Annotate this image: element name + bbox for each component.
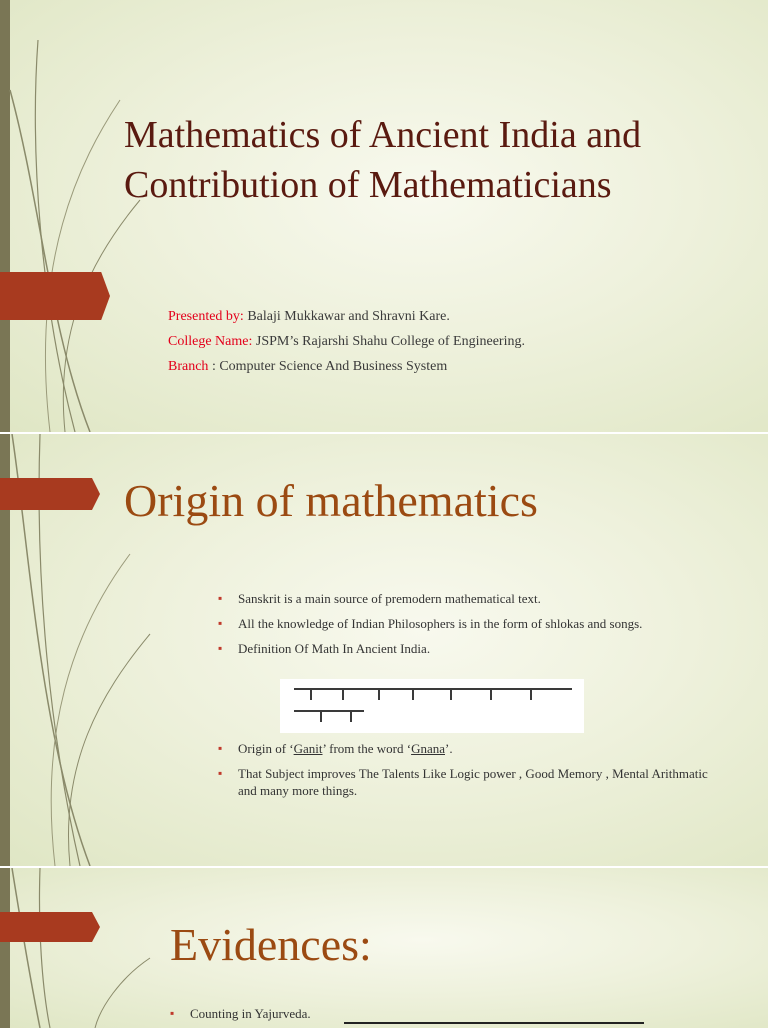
bullet-item: ▪ Origin of ‘Ganit’ from the word ‘Gnana’. bbox=[218, 741, 453, 756]
bullet-list-top bbox=[218, 590, 718, 665]
bullet-marker: ▪ bbox=[218, 591, 223, 605]
bullet-item: ▪ All the knowledge of Indian Philosophers is in the form of shlokas and songs. bbox=[218, 616, 643, 631]
slide-title: Evidences: bbox=[170, 919, 372, 970]
branch-row bbox=[168, 354, 525, 379]
script-line bbox=[294, 710, 364, 712]
bullet-item: ▪ That Subject improves The Talents Like Logic power , Good Memory , Mental Arithmatic and many more things. bbox=[218, 766, 708, 798]
title-line-2: Contribution of Mathematicians bbox=[124, 164, 612, 206]
bullet-item: ▪ Sanskrit is a main source of premodern mathematical text. bbox=[218, 591, 541, 606]
slide-origin bbox=[0, 434, 768, 866]
slide-evidences bbox=[0, 868, 768, 1028]
presented-by-value: Balaji Mukkawar and Shravni Kare. bbox=[243, 309, 450, 324]
bullet-marker: ▪ bbox=[218, 766, 223, 780]
presentation-title bbox=[124, 110, 744, 210]
college-row bbox=[168, 329, 525, 354]
presented-by-row bbox=[168, 304, 525, 329]
gnana-word: Gnana bbox=[411, 741, 445, 756]
bullet-marker: ▪ bbox=[218, 616, 223, 630]
branch-label: Branch bbox=[168, 359, 209, 374]
slide-title bbox=[0, 0, 768, 432]
bullet-marker: ▪ bbox=[170, 1006, 175, 1020]
accent-tab bbox=[0, 478, 100, 510]
bullet-item: ▪ Counting in Yajurveda. bbox=[170, 1006, 311, 1021]
ganit-word: Ganit bbox=[293, 741, 323, 756]
sanskrit-definition-image bbox=[280, 679, 584, 733]
decorative-swirl bbox=[0, 0, 160, 432]
title-line-1: Mathematics of Ancient India and bbox=[124, 114, 642, 156]
college-value: JSPM’s Rajarshi Shahu College of Engineering. bbox=[252, 334, 525, 349]
accent-tab bbox=[0, 272, 110, 320]
slide-title: Origin of mathematics bbox=[124, 475, 538, 526]
bullet-list bbox=[170, 1005, 570, 1028]
decorative-swirl bbox=[0, 868, 160, 1028]
bullet-marker: ▪ bbox=[218, 641, 223, 655]
bullet-list-bottom bbox=[218, 740, 718, 807]
accent-tab bbox=[0, 912, 100, 942]
bullet-marker: ▪ bbox=[218, 741, 223, 755]
college-label: College Name: bbox=[168, 334, 253, 349]
branch-value: : Computer Science And Business System bbox=[208, 359, 448, 374]
bullet-item: ▪ Definition Of Math In Ancient India. bbox=[218, 641, 431, 656]
presented-by-label: Presented by: bbox=[168, 309, 244, 324]
presenter-info bbox=[168, 304, 525, 379]
